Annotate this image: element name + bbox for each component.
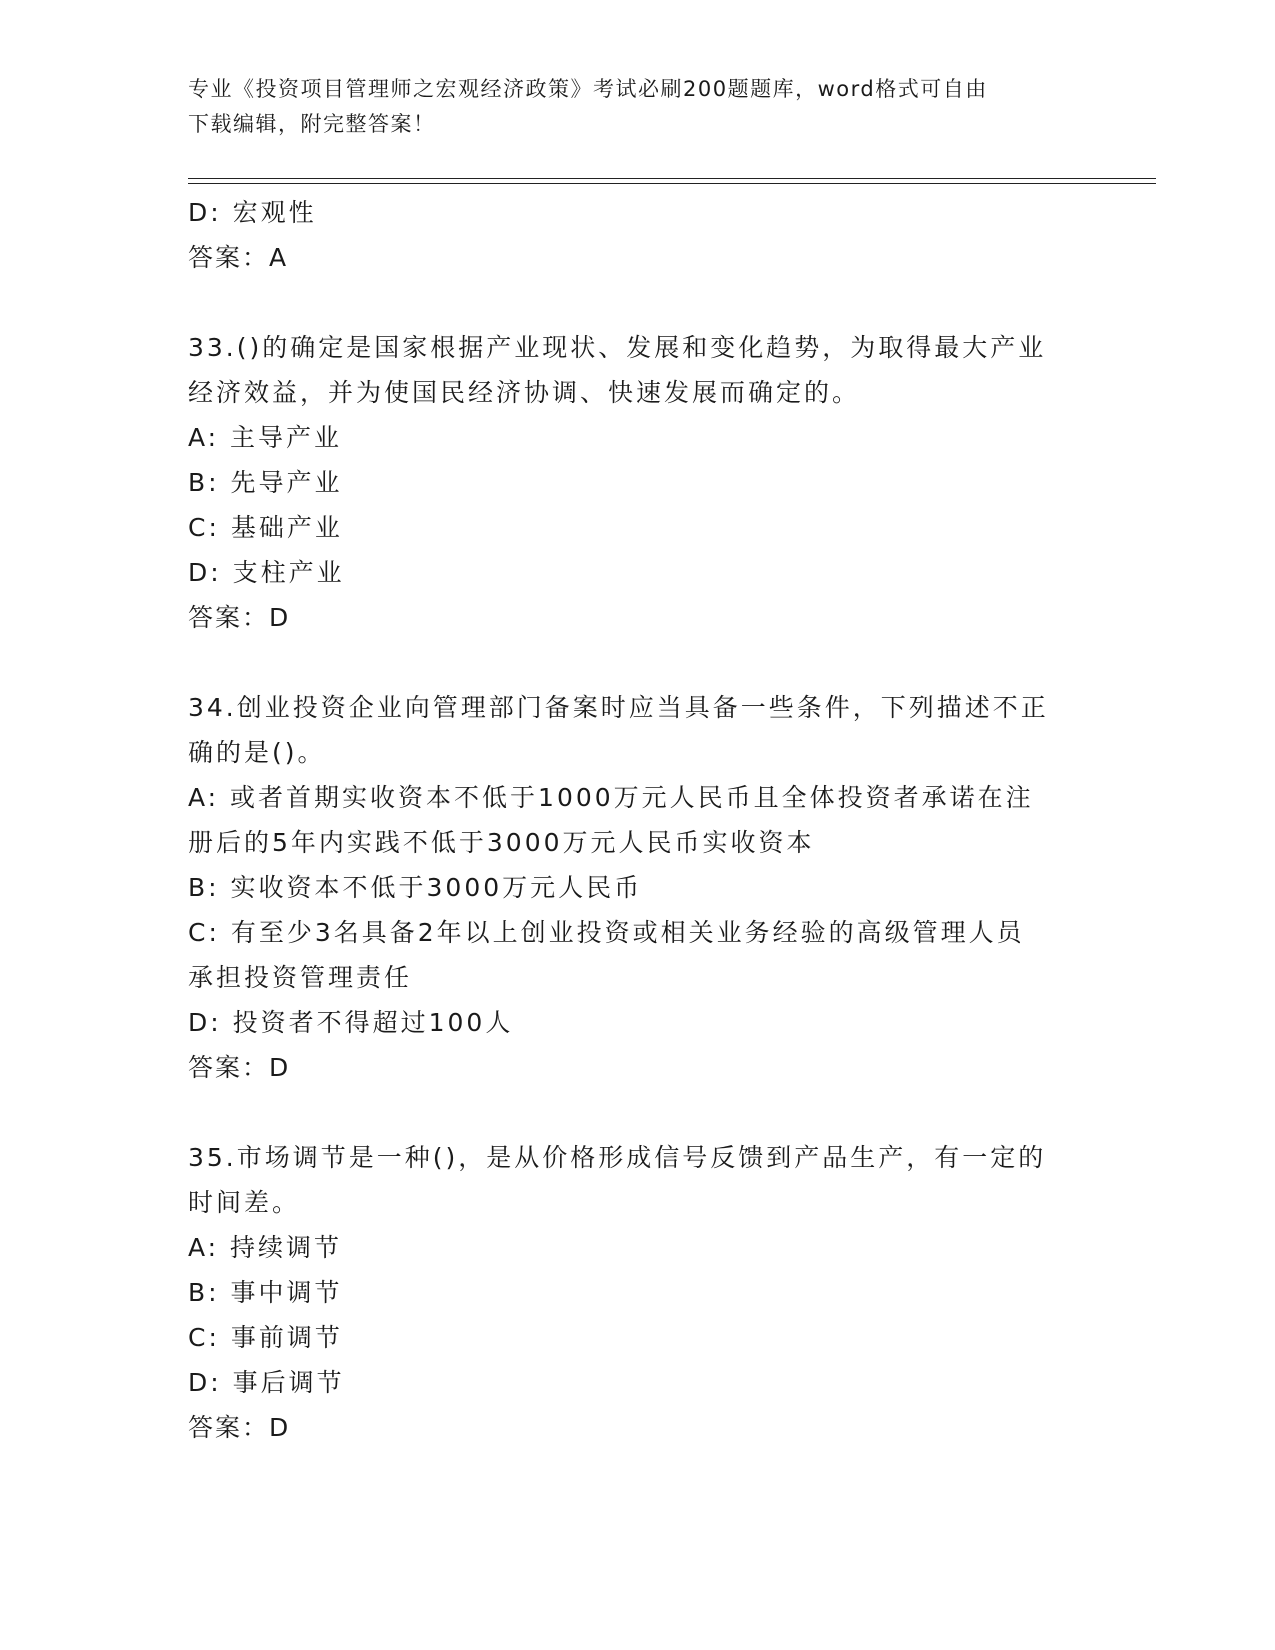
option-a: A: 或者首期实收资本不低于1000万元人民币且全体投资者承诺在注	[188, 783, 1034, 812]
document-header	[188, 72, 1068, 142]
header-line-1: 专业《投资项目管理师之宏观经济政策》考试必刷200题题库，word格式可自由	[188, 77, 988, 101]
previous-question-tail	[188, 190, 1088, 280]
answer: 答案：D	[188, 603, 291, 632]
option-a: A: 主导产业	[188, 423, 343, 452]
option-d: D: 宏观性	[188, 198, 317, 227]
question-stem: 33.()的确定是国家根据产业现状、发展和变化趋势，为取得最大产业	[188, 333, 1047, 362]
question-stem: 时间差。	[188, 1188, 301, 1217]
option-b: B: 实收资本不低于3000万元人民币	[188, 873, 643, 902]
question-list	[188, 190, 1088, 1450]
header-line-2: 下载编辑，附完整答案！	[188, 112, 436, 136]
spacer	[188, 1090, 1088, 1135]
spacer	[188, 640, 1088, 685]
answer: 答案：D	[188, 1413, 291, 1442]
option-d: D: 事后调节	[188, 1368, 345, 1397]
question-stem: 35.市场调节是一种()，是从价格形成信号反馈到产品生产，有一定的	[188, 1143, 1047, 1172]
answer: 答案：A	[188, 243, 289, 272]
answer: 答案：D	[188, 1053, 291, 1082]
option-d: D: 支柱产业	[188, 558, 345, 587]
option-d: D: 投资者不得超过100人	[188, 1008, 514, 1037]
question-33	[188, 325, 1088, 640]
option-c-continued: 承担投资管理责任	[188, 963, 413, 992]
option-a: A: 持续调节	[188, 1233, 343, 1262]
option-b: B: 事中调节	[188, 1278, 343, 1307]
option-c: C: 有至少3名具备2年以上创业投资或相关业务经验的高级管理人员	[188, 918, 1025, 947]
spacer	[188, 280, 1088, 325]
option-b: B: 先导产业	[188, 468, 343, 497]
question-35	[188, 1135, 1088, 1450]
question-stem: 确的是()。	[188, 738, 326, 767]
option-c: C: 基础产业	[188, 513, 343, 542]
header-rule-top	[188, 178, 1156, 179]
option-a-continued: 册后的5年内实践不低于3000万元人民币实收资本	[188, 828, 815, 857]
question-stem: 经济效益，并为使国民经济协调、快速发展而确定的。	[188, 378, 861, 407]
question-34	[188, 685, 1088, 1090]
header-rule-bottom	[188, 183, 1156, 184]
option-c: C: 事前调节	[188, 1323, 343, 1352]
question-stem: 34.创业投资企业向管理部门备案时应当具备一些条件，下列描述不正	[188, 693, 1049, 722]
